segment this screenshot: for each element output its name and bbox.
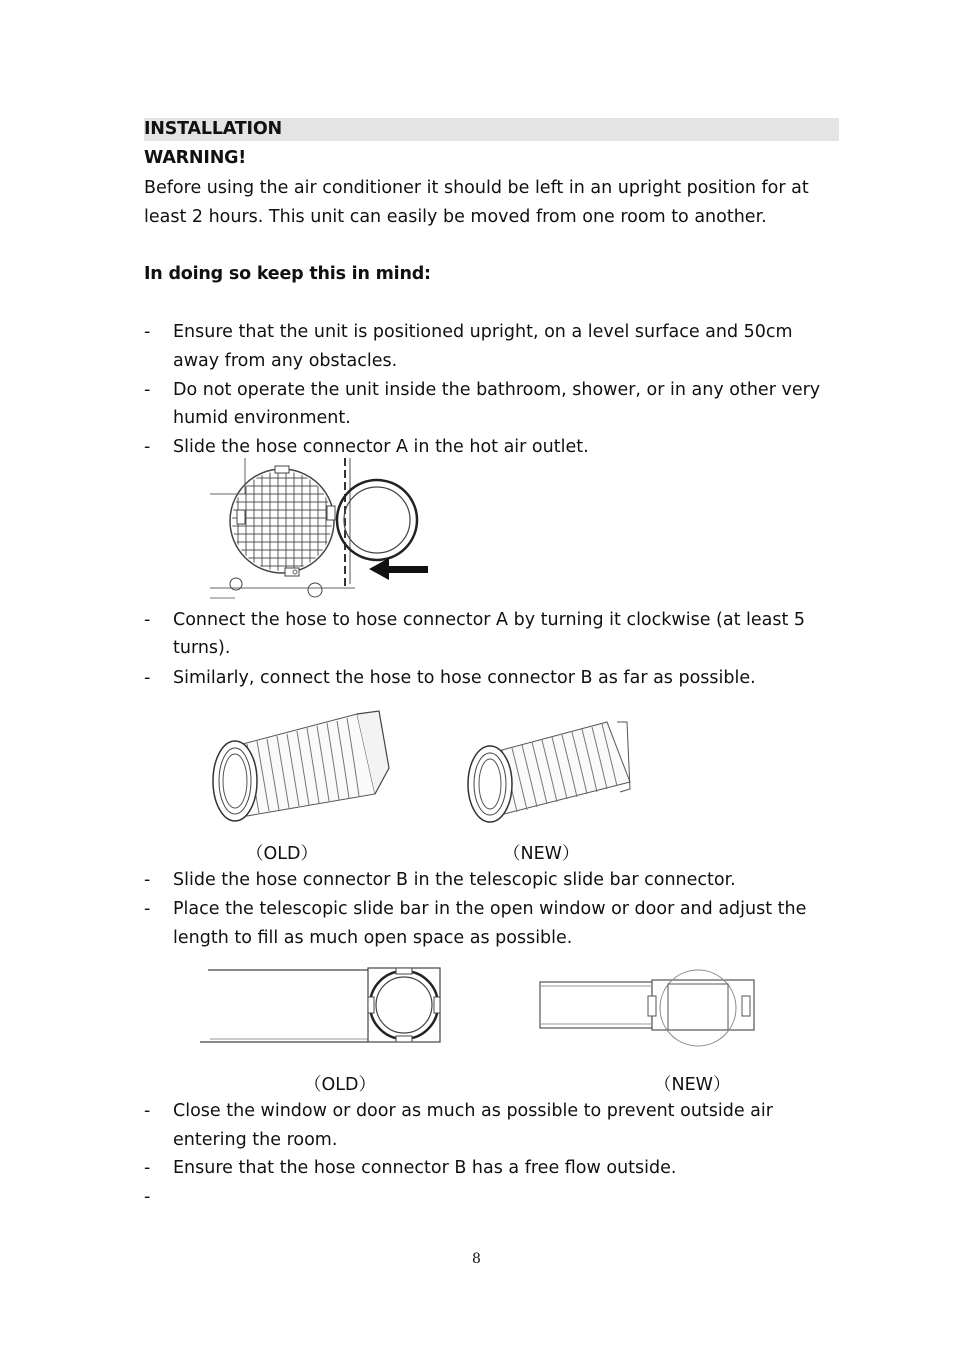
hose-new-caption: （NEW） bbox=[503, 844, 580, 864]
bullet-text: Ensure that the unit is positioned upright, on a level surface and 50cm bbox=[173, 322, 793, 342]
bullet-text: entering the room. bbox=[173, 1130, 338, 1150]
bullet-dash: - bbox=[144, 1101, 151, 1121]
bullet-dash: - bbox=[144, 1187, 151, 1207]
subheading: In doing so keep this in mind: bbox=[144, 264, 431, 284]
intro-line-2: least 2 hours. This unit can easily be moved from one room to another. bbox=[144, 207, 767, 227]
bullet-dash: - bbox=[144, 899, 151, 919]
bullet-dash: - bbox=[144, 1158, 151, 1178]
bullet-dash: - bbox=[144, 437, 151, 457]
slide-bar-old-illustration bbox=[200, 965, 444, 1045]
bullet-text: Connect the hose to hose connector A by turning it clockwise (at least 5 bbox=[173, 610, 806, 630]
bullet-text: Close the window or door as much as possible to prevent outside air bbox=[173, 1101, 773, 1121]
bullet-dash: - bbox=[144, 668, 151, 688]
bullet-dash: - bbox=[144, 322, 151, 342]
bullet-text: length to fill as much open space as possible. bbox=[173, 928, 573, 948]
bullet-text: humid environment. bbox=[173, 408, 351, 428]
page-number: 8 bbox=[472, 1251, 481, 1267]
bar-new-caption: （NEW） bbox=[654, 1075, 731, 1095]
outlet-connector-illustration bbox=[205, 458, 435, 604]
bullet-dash: - bbox=[144, 610, 151, 630]
hose-new-illustration bbox=[462, 714, 637, 826]
bar-old-caption: （OLD） bbox=[304, 1075, 376, 1095]
bullet-text: away from any obstacles. bbox=[173, 351, 398, 371]
bullet-text: Slide the hose connector B in the telescopic slide bar connector. bbox=[173, 870, 736, 890]
bullet-dash: - bbox=[144, 380, 151, 400]
section-title: INSTALLATION bbox=[144, 119, 282, 139]
bullet-text: Similarly, connect the hose to hose connector B as far as possible. bbox=[173, 668, 756, 688]
bullet-text: Do not operate the unit inside the bathroom, shower, or in any other very bbox=[173, 380, 821, 400]
bullet-text: Ensure that the hose connector B has a free flow outside. bbox=[173, 1158, 677, 1178]
bullet-dash: - bbox=[144, 870, 151, 890]
warning-title: WARNING! bbox=[144, 148, 247, 168]
hose-old-illustration bbox=[207, 706, 392, 826]
intro-line-1: Before using the air conditioner it should be left in an upright position for at bbox=[144, 178, 809, 198]
bullet-text: Slide the hose connector A in the hot air outlet. bbox=[173, 437, 589, 457]
bullet-text: Place the telescopic slide bar in the open window or door and adjust the bbox=[173, 899, 807, 919]
bullet-text: turns). bbox=[173, 638, 231, 658]
hose-old-caption: （OLD） bbox=[246, 844, 318, 864]
slide-bar-new-illustration bbox=[536, 968, 758, 1052]
